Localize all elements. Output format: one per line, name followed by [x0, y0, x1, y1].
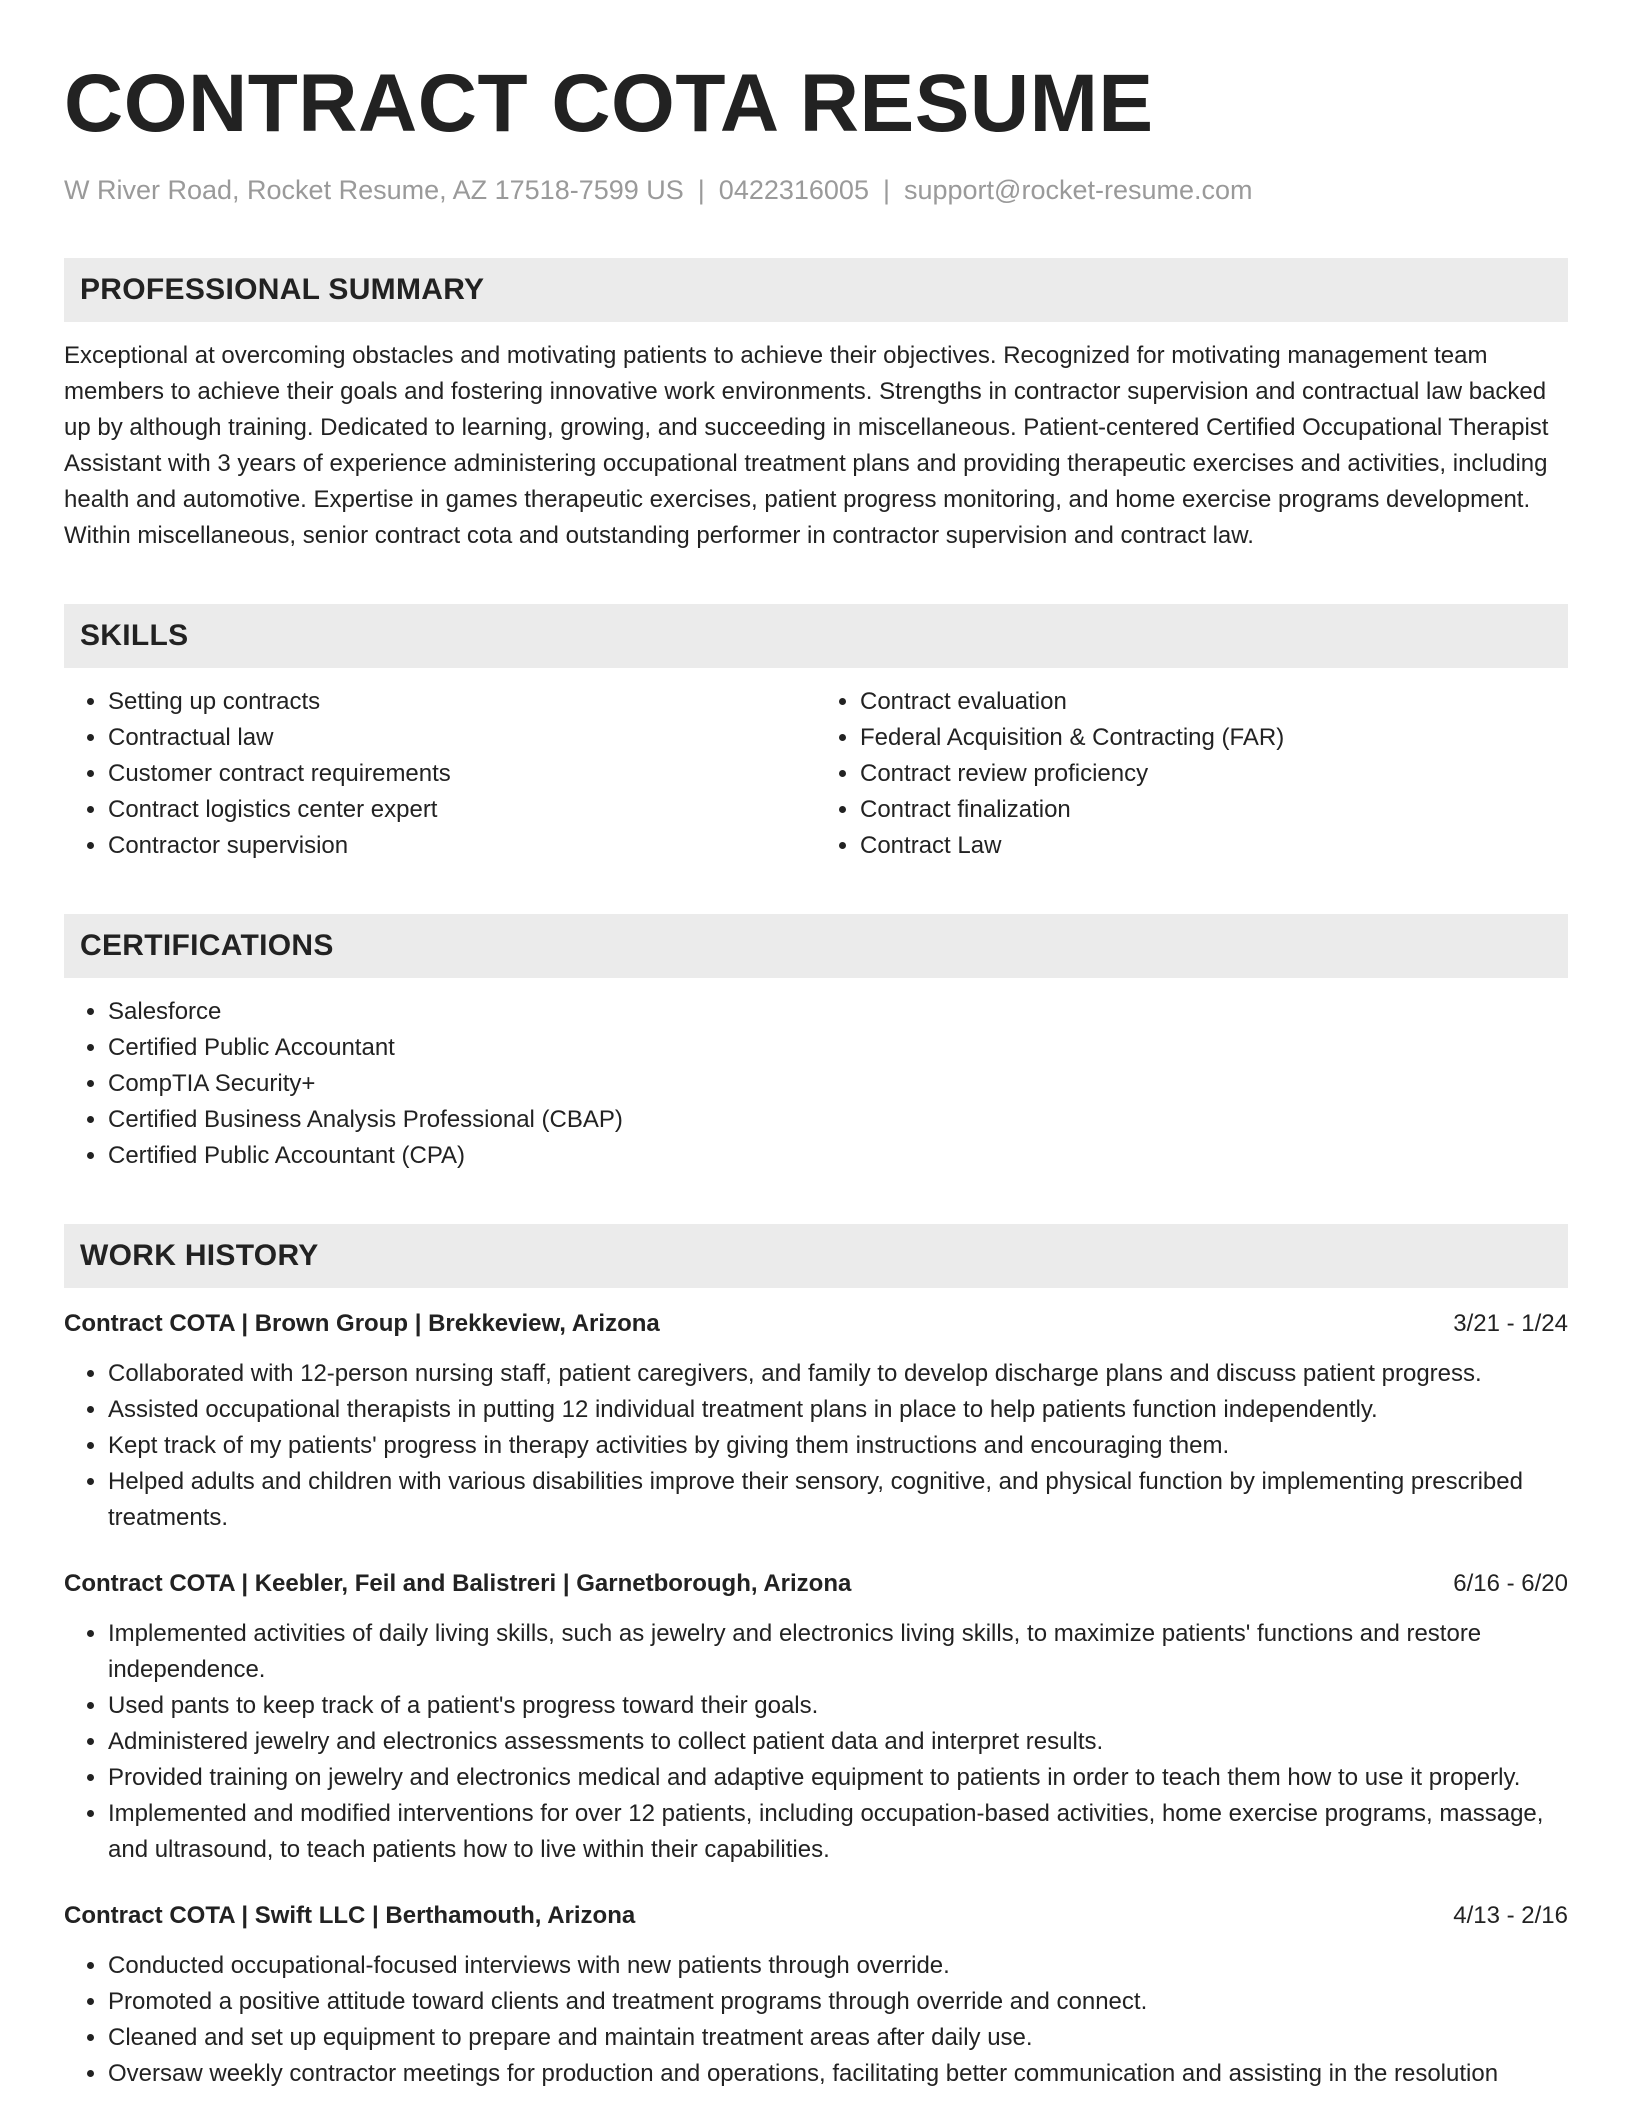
job-title: Contract COTA | Keebler, Feil and Balistreri | Garnetborough, Arizona: [64, 1570, 852, 1597]
job-title: Contract COTA | Brown Group | Brekkeview, Arizona: [64, 1310, 660, 1337]
job-header: [64, 1306, 1568, 1342]
job-title: Contract COTA | Swift LLC | Berthamouth, Arizona: [64, 1902, 636, 1929]
contact-phone: 0422316005: [718, 175, 869, 205]
skill-item: • Customer contract requirements: [108, 756, 816, 792]
contact-email: support@rocket-resume.com: [903, 175, 1253, 205]
certification-item: • Certified Public Accountant: [108, 1030, 1568, 1066]
job-bullet: • Promoted a positive attitude toward clients and treatment programs through override and connect.: [108, 1984, 1568, 2020]
skill-item: • Contractual law: [108, 720, 816, 756]
job-dates: 6/16 - 6/20: [1453, 1570, 1568, 1597]
job-bullet: • Collaborated with 12-person nursing staff, patient caregivers, and family to develop discharge plans and discuss patient progress.: [108, 1356, 1568, 1392]
job-bullet: • Used pants to keep track of a patient's progress toward their goals.: [108, 1688, 1568, 1724]
job-bullet: • Kept track of my patients' progress in therapy activities by giving them instructions and encouraging them.: [108, 1428, 1568, 1464]
job-entry: [64, 1566, 1568, 1868]
skill-item: • Contractor supervision: [108, 828, 816, 864]
contact-address: W River Road, Rocket Resume, AZ 17518-7599 US: [64, 175, 684, 205]
job-bullet: • Oversaw weekly contractor meetings for production and operations, facilitating better communication and assisting in the resolution: [108, 2056, 1568, 2092]
job-bullet: • Cleaned and set up equipment to prepare and maintain treatment areas after daily use.: [108, 2020, 1568, 2056]
job-bullet: • Provided training on jewelry and electronics medical and adaptive equipment to patients in order to teach them how to use it properly.: [108, 1760, 1568, 1796]
skill-item: • Contract evaluation: [860, 684, 1568, 720]
certification-item: • Salesforce: [108, 994, 1568, 1030]
job-dates: 4/13 - 2/16: [1453, 1902, 1568, 1929]
job-entry: [64, 1306, 1568, 1536]
job-bullet: • Implemented activities of daily living skills, such as jewelry and electronics living skills, to maximize patients' functions and restore independence.: [108, 1616, 1568, 1688]
job-bullet: • Implemented and modified interventions for over 12 patients, including occupation-based activities, home exercise programs, massage, and ultrasound, to teach patients how to live within their capabilities.: [108, 1796, 1568, 1868]
section-heading-summary: PROFESSIONAL SUMMARY: [64, 258, 1568, 322]
skills-right-list: [816, 684, 1568, 864]
skill-item: • Contract Law: [860, 828, 1568, 864]
contact-line: [64, 172, 1568, 208]
certification-item: • Certified Business Analysis Professional (CBAP): [108, 1102, 1568, 1138]
job-entry: [64, 1898, 1568, 2092]
resume-title: CONTRACT COTA RESUME: [64, 58, 1154, 149]
summary-text: Exceptional at overcoming obstacles and motivating patients to achieve their objectives. Recognized for motivating management team members to achieve their goals and fostering innovative work environments. Strengths in contractor supervision and contractual law backed up by although training. Dedicated to learning, growing, and succeeding in miscellaneous. Patient-centered Certified Occupational Therapist Assistant with 3 years of experience administering occupational treatment plans and providing therapeutic exercises and activities, including health and automotive. Expertise in games therapeutic exercises, patient progress monitoring, and home exercise programs development. Within miscellaneous, senior contract cota and outstanding performer in contractor supervision and contract law.: [64, 342, 1549, 549]
skill-item: • Contract logistics center expert: [108, 792, 816, 828]
job-bullets: [64, 1616, 1568, 1868]
job-bullet: • Administered jewelry and electronics assessments to collect patient data and interpret results.: [108, 1724, 1568, 1760]
contact-separator: |: [882, 175, 890, 205]
section-heading-work-history: WORK HISTORY: [64, 1224, 1568, 1288]
certification-item: • CompTIA Security+: [108, 1066, 1568, 1102]
job-header: [64, 1898, 1568, 1934]
skill-item: • Contract review proficiency: [860, 756, 1568, 792]
job-header: [64, 1566, 1568, 1602]
job-bullet: • Helped adults and children with various disabilities improve their sensory, cognitive, and physical function by implementing prescribed treatments.: [108, 1464, 1568, 1536]
job-bullet: • Conducted occupational-focused interviews with new patients through override.: [108, 1948, 1568, 1984]
certification-item: • Certified Public Accountant (CPA): [108, 1138, 1568, 1174]
section-heading-skills: SKILLS: [64, 604, 1568, 668]
certifications-list: [64, 994, 1568, 1174]
skill-item: • Contract finalization: [860, 792, 1568, 828]
job-bullet: • Assisted occupational therapists in putting 12 individual treatment plans in place to help patients function independently.: [108, 1392, 1568, 1428]
skills-grid: [64, 684, 1568, 864]
contact-separator: |: [697, 175, 705, 205]
skill-item: • Federal Acquisition & Contracting (FAR): [860, 720, 1568, 756]
skills-left-list: [64, 684, 816, 864]
job-bullets: [64, 1356, 1568, 1536]
job-dates: 3/21 - 1/24: [1453, 1310, 1568, 1337]
skill-item: • Setting up contracts: [108, 684, 816, 720]
job-bullets: [64, 1948, 1568, 2092]
section-heading-certifications: CERTIFICATIONS: [64, 914, 1568, 978]
